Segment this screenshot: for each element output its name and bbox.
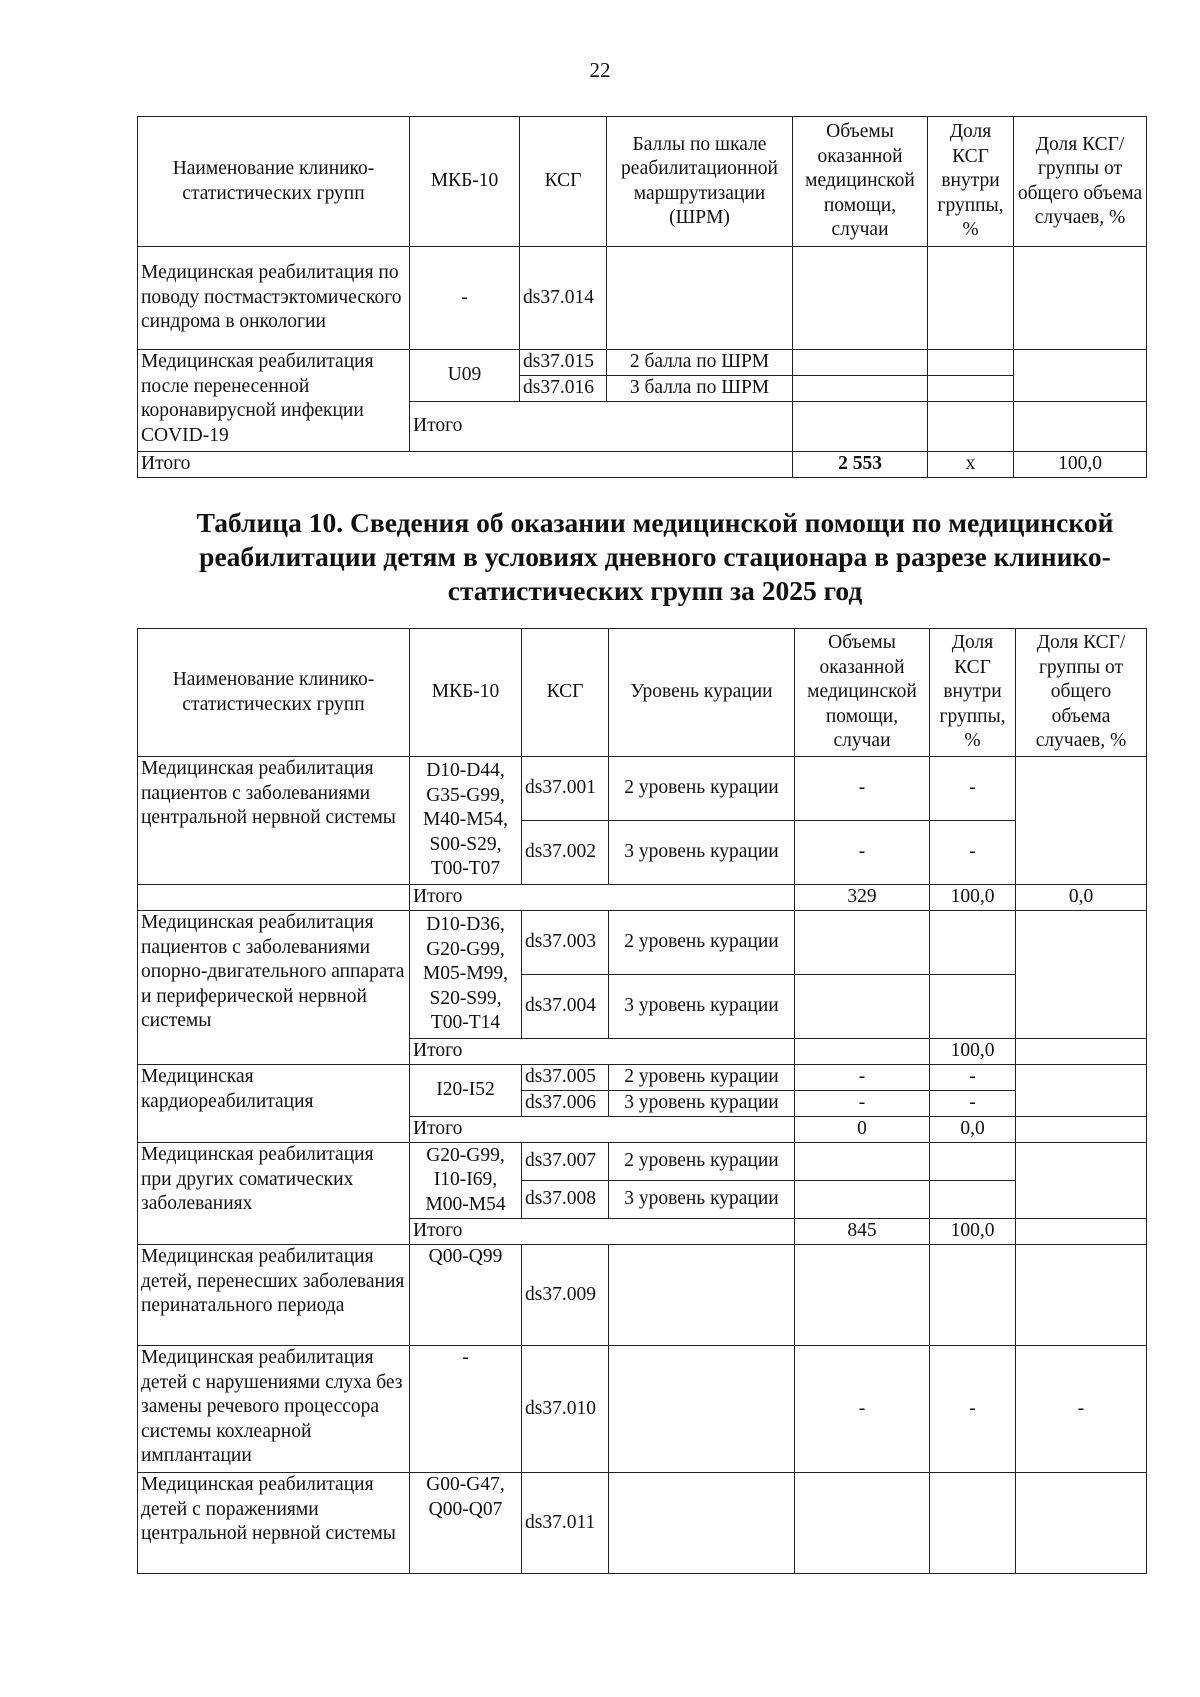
- subtotal-share: 100,0: [930, 1219, 1016, 1245]
- empty-cell: [795, 1143, 930, 1181]
- empty-cell: [795, 1181, 930, 1219]
- share-cell: -: [930, 821, 1016, 885]
- group-name-cell: Медицинская кардиореабилитация: [138, 1065, 410, 1143]
- ksg-cell: ds37.014: [520, 247, 607, 350]
- empty-cell: [1016, 757, 1147, 885]
- header-cell: КСГ: [522, 629, 609, 757]
- ksg-cell: ds37.006: [522, 1091, 609, 1117]
- level-cell: 2 уровень курации: [609, 1143, 795, 1181]
- shrm-cell: 2 балла по ШРМ: [607, 350, 793, 376]
- table-caption: Таблица 10. Сведения об оказании медицинской помощи по медицинской реабилитации детям в условиях дневного стационара в разрезе клинико-статистических групп за 2025 год: [196, 507, 1114, 606]
- subtotal-share: 100,0: [930, 1039, 1016, 1065]
- subtotal-label: Итого: [410, 1039, 795, 1065]
- group-name-cell: Медицинская реабилитация детей с поражениями центральной нервной системы: [138, 1473, 410, 1574]
- header-cell: Доля КСГ внутри группы, %: [930, 629, 1016, 757]
- table-row: [138, 1143, 1147, 1181]
- mkb-cell: -: [410, 247, 520, 350]
- mkb-cell: G00-G47, Q00-Q07: [410, 1473, 522, 1574]
- empty-cell: [795, 975, 930, 1039]
- total-label: Итого: [138, 452, 793, 478]
- ksg-cell: ds37.007: [522, 1143, 609, 1181]
- subtotal-volume: 0: [795, 1117, 930, 1143]
- mkb-cell: Q00-Q99: [410, 1245, 522, 1346]
- total-share: x: [928, 452, 1014, 478]
- volume-cell: -: [795, 757, 930, 821]
- empty-cell: [1016, 1039, 1147, 1065]
- header-cell: Доля КСГ внутри группы, %: [928, 117, 1014, 247]
- empty-cell: [795, 1245, 930, 1346]
- subtotal-volume: 329: [795, 885, 930, 911]
- empty-cell: [607, 247, 793, 350]
- header-cell: Наименование клинико-статистических групп: [138, 629, 410, 757]
- level-cell: 3 уровень курации: [609, 821, 795, 885]
- subtotal-volume: 845: [795, 1219, 930, 1245]
- empty-cell: [1016, 911, 1147, 1039]
- header-cell: Уровень курации: [609, 629, 795, 757]
- total-volume: 2 553: [793, 452, 928, 478]
- group-name-cell: Медицинская реабилитация детей, перенесших заболевания перинатального периода: [138, 1245, 410, 1346]
- table-row: [138, 247, 1147, 350]
- ksg-cell: ds37.015: [520, 350, 607, 376]
- total-overall-share: 100,0: [1014, 452, 1147, 478]
- table-row: [138, 1473, 1147, 1574]
- ksg-cell: ds37.016: [520, 376, 607, 402]
- ksg-cell: ds37.011: [522, 1473, 609, 1574]
- mkb-cell: -: [410, 1346, 522, 1473]
- subtotal-label: Итого: [410, 885, 795, 911]
- header-cell: Доля КСГ/ группы от общего объема случаев, %: [1014, 117, 1147, 247]
- subtotal-share: 0,0: [930, 1117, 1016, 1143]
- empty-cell: [1016, 1117, 1147, 1143]
- table-rehab-groups-continued: [137, 116, 1147, 478]
- empty-cell: [1014, 350, 1147, 402]
- subtotal-overall-share: 0,0: [1016, 885, 1147, 911]
- level-cell: 2 уровень курации: [609, 1065, 795, 1091]
- group-name-cell: Медицинская реабилитация пациентов с заболеваниями опорно-двигательного аппарата и периферической нервной системы: [138, 911, 410, 1065]
- empty-cell: [1016, 1219, 1147, 1245]
- empty-cell: [795, 1039, 930, 1065]
- subtotal-label: Итого: [410, 1219, 795, 1245]
- ksg-cell: ds37.009: [522, 1245, 609, 1346]
- share-cell: -: [930, 1346, 1016, 1473]
- volume-cell: -: [795, 1091, 930, 1117]
- mkb-cell: G20-G99, I10-I69, M00-M54: [410, 1143, 522, 1219]
- empty-cell: [1016, 1473, 1147, 1574]
- share-cell: -: [930, 1065, 1016, 1091]
- table-row: [138, 1346, 1147, 1473]
- empty-cell: [1016, 1065, 1147, 1117]
- header-cell: КСГ: [520, 117, 607, 247]
- header-cell: МКБ-10: [410, 629, 522, 757]
- empty-cell: [930, 1473, 1016, 1574]
- volume-cell: -: [795, 821, 930, 885]
- table-subtotal-row: [138, 885, 1147, 911]
- level-cell: 3 уровень курации: [609, 1181, 795, 1219]
- header-cell: МКБ-10: [410, 117, 520, 247]
- header-cell: Объемы оказанной медицинской помощи, случаи: [795, 629, 930, 757]
- empty-cell: [928, 376, 1014, 402]
- mkb-cell: D10-D44, G35-G99, M40-M54, S00-S29, T00-T07: [410, 757, 522, 885]
- empty-cell: [609, 1473, 795, 1574]
- empty-cell: [930, 1143, 1016, 1181]
- header-cell: Объемы оказанной медицинской помощи, случаи: [793, 117, 928, 247]
- empty-cell: [793, 402, 928, 452]
- empty-cell: [795, 911, 930, 975]
- mkb-cell: D10-D36, G20-G99, M05-M99, S20-S99, T00-T14: [410, 911, 522, 1039]
- empty-cell: [609, 1346, 795, 1473]
- subtotal-label: Итого: [410, 402, 793, 452]
- empty-cell: [930, 1181, 1016, 1219]
- page-number: 22: [589, 58, 611, 82]
- empty-cell: [928, 402, 1014, 452]
- volume-cell: -: [795, 1065, 930, 1091]
- volume-cell: -: [795, 1346, 930, 1473]
- empty-cell: [609, 1245, 795, 1346]
- header-cell: Наименование клинико-статистических групп: [138, 117, 410, 247]
- empty-cell: [795, 1473, 930, 1574]
- header-cell: Доля КСГ/ группы от общего объема случаев, %: [1016, 629, 1147, 757]
- table-header-row: [138, 629, 1147, 757]
- group-name-cell: Медицинская реабилитация детей с нарушениями слуха без замены речевого процессора системы кохлеарной имплантации: [138, 1346, 410, 1473]
- level-cell: 3 уровень курации: [609, 975, 795, 1039]
- empty-cell: [1016, 1245, 1147, 1346]
- table-row: [138, 911, 1147, 975]
- table-row: [138, 1245, 1147, 1346]
- empty-cell: [793, 247, 928, 350]
- group-name-cell: Медицинская реабилитация после перенесенной коронавирусной инфекции COVID-19: [138, 350, 410, 452]
- table-header-row: [138, 117, 1147, 247]
- table-10-children-rehab: [137, 628, 1147, 1574]
- ksg-cell: ds37.002: [522, 821, 609, 885]
- table-row: [138, 1065, 1147, 1091]
- ksg-cell: ds37.008: [522, 1181, 609, 1219]
- group-name-cell: Медицинская реабилитация по поводу постмастэктомического синдрома в онкологии: [138, 247, 410, 350]
- group-name-cell: Медицинская реабилитация пациентов с заболеваниями центральной нервной системы: [138, 757, 410, 885]
- shrm-cell: 3 балла по ШРМ: [607, 376, 793, 402]
- subtotal-share: 100,0: [930, 885, 1016, 911]
- level-cell: 3 уровень курации: [609, 1091, 795, 1117]
- table-row: [138, 350, 1147, 376]
- share-cell: -: [930, 757, 1016, 821]
- ksg-cell: ds37.001: [522, 757, 609, 821]
- header-cell: Баллы по шкале реабилитационной маршрутизации (ШРМ): [607, 117, 793, 247]
- empty-cell: [930, 911, 1016, 975]
- empty-cell: [138, 885, 410, 911]
- ksg-cell: ds37.004: [522, 975, 609, 1039]
- level-cell: 2 уровень курации: [609, 757, 795, 821]
- ksg-cell: ds37.010: [522, 1346, 609, 1473]
- table-row: [138, 757, 1147, 821]
- empty-cell: [930, 1245, 1016, 1346]
- table-total-row: [138, 452, 1147, 478]
- overall-share-cell: -: [1016, 1346, 1147, 1473]
- ksg-cell: ds37.003: [522, 911, 609, 975]
- empty-cell: [793, 376, 928, 402]
- empty-cell: [1016, 1143, 1147, 1219]
- group-name-cell: Медицинская реабилитация при других соматических заболеваниях: [138, 1143, 410, 1245]
- empty-cell: [1014, 247, 1147, 350]
- share-cell: -: [930, 1091, 1016, 1117]
- empty-cell: [1014, 402, 1147, 452]
- subtotal-label: Итого: [410, 1117, 795, 1143]
- empty-cell: [928, 247, 1014, 350]
- empty-cell: [793, 350, 928, 376]
- level-cell: 2 уровень курации: [609, 911, 795, 975]
- empty-cell: [928, 350, 1014, 376]
- ksg-cell: ds37.005: [522, 1065, 609, 1091]
- mkb-cell: U09: [410, 350, 520, 402]
- empty-cell: [930, 975, 1016, 1039]
- mkb-cell: I20-I52: [410, 1065, 522, 1117]
